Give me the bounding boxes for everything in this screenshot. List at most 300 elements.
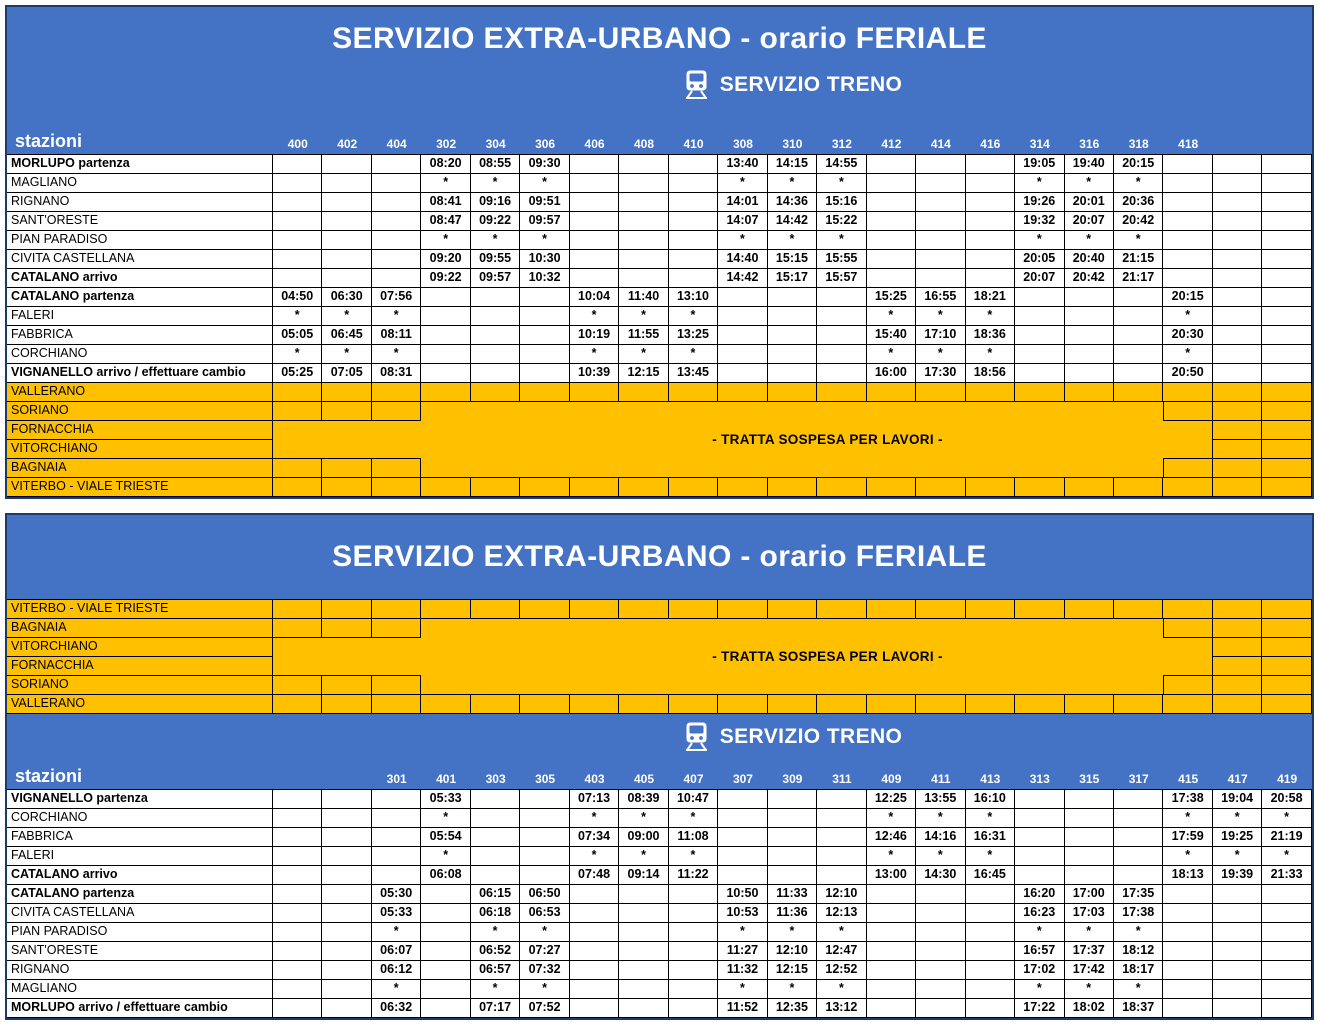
time-cell [1114, 326, 1163, 345]
time-cell: 18:36 [966, 326, 1015, 345]
empty-cell [1213, 478, 1262, 497]
time-cell [768, 345, 817, 364]
time-cell [322, 923, 371, 942]
time-cell [966, 231, 1015, 250]
time-cell [966, 212, 1015, 231]
time-cell: * [916, 307, 965, 326]
station-cell: SANT'ORESTE [7, 212, 273, 231]
empty-cell [520, 695, 569, 714]
time-cell: 08:11 [372, 326, 421, 345]
table-row [7, 326, 1312, 345]
train-number: 318 [1128, 137, 1149, 151]
empty-cell [768, 478, 817, 497]
time-cell: 12:15 [768, 961, 817, 980]
station-cell: VIGNANELLO arrivo / effettuare cambio [7, 364, 273, 383]
empty-cell [322, 402, 371, 421]
time-cell: 19:25 [1213, 828, 1262, 847]
time-cell: 14:42 [768, 212, 817, 231]
time-cell [1163, 174, 1212, 193]
time-cell: * [619, 345, 668, 364]
time-cell [372, 212, 421, 231]
time-cell: 04:50 [273, 288, 322, 307]
time-cell [1213, 269, 1262, 288]
station-cell: FALERI [7, 307, 273, 326]
time-cell: 10:39 [570, 364, 619, 383]
time-cell [471, 364, 520, 383]
time-cell [916, 885, 965, 904]
time-cell: 07:17 [471, 999, 520, 1018]
time-cell: 06:12 [372, 961, 421, 980]
time-cell [966, 269, 1015, 288]
time-cell [1163, 212, 1212, 231]
time-cell [273, 212, 322, 231]
time-cell [1015, 847, 1064, 866]
time-cell [520, 809, 569, 828]
time-cell [768, 326, 817, 345]
empty-cell [372, 478, 421, 497]
time-cell [273, 809, 322, 828]
empty-cell [1163, 383, 1212, 402]
time-cell: 17:42 [1065, 961, 1114, 980]
time-cell [768, 847, 817, 866]
time-cell [619, 193, 668, 212]
time-cell: 09:14 [619, 866, 668, 885]
empty-cell [1114, 600, 1163, 619]
time-cell: 07:27 [520, 942, 569, 961]
time-cell: 19:05 [1015, 155, 1064, 174]
time-cell [372, 231, 421, 250]
time-cell: 07:05 [322, 364, 371, 383]
time-cell [1114, 307, 1163, 326]
time-cell: * [421, 809, 470, 828]
time-cell [1163, 980, 1212, 999]
train-numbers-row [273, 772, 1312, 789]
empty-cell [1213, 619, 1262, 638]
time-cell [1065, 866, 1114, 885]
time-cell: 18:12 [1114, 942, 1163, 961]
time-cell [322, 174, 371, 193]
time-cell: 19:39 [1213, 866, 1262, 885]
time-cell: * [966, 307, 1015, 326]
time-cell [1262, 288, 1311, 307]
time-cell [817, 828, 866, 847]
time-cell: 05:05 [273, 326, 322, 345]
station-cell: RIGNANO [7, 193, 273, 212]
time-cell: * [372, 923, 421, 942]
train-number: 412 [881, 137, 902, 151]
time-cell: * [421, 231, 470, 250]
time-cell: 06:52 [471, 942, 520, 961]
time-cell [1163, 193, 1212, 212]
time-cell: 13:45 [669, 364, 718, 383]
time-cell: * [322, 307, 371, 326]
empty-cell [273, 459, 322, 478]
time-cell [916, 999, 965, 1018]
time-cell: 07:34 [570, 828, 619, 847]
time-cell [718, 307, 767, 326]
time-cell [817, 307, 866, 326]
time-cell: 14:36 [768, 193, 817, 212]
time-cell [471, 828, 520, 847]
time-cell: 20:42 [1065, 269, 1114, 288]
time-cell [966, 980, 1015, 999]
time-cell: * [1015, 231, 1064, 250]
time-cell [817, 809, 866, 828]
time-cell [669, 942, 718, 961]
time-cell [520, 866, 569, 885]
empty-cell [916, 383, 965, 402]
time-cell [570, 155, 619, 174]
time-cell: 17:38 [1163, 790, 1212, 809]
time-cell [520, 345, 569, 364]
time-cell [1262, 942, 1311, 961]
time-cell [570, 942, 619, 961]
time-cell [1015, 326, 1064, 345]
time-cell [916, 961, 965, 980]
service-label: SERVIZIO TRENO [719, 724, 903, 748]
time-cell: * [1163, 307, 1212, 326]
time-cell [669, 212, 718, 231]
time-cell [916, 193, 965, 212]
empty-cell [966, 478, 1015, 497]
time-cell [322, 269, 371, 288]
time-cell [322, 250, 371, 269]
time-cell [1262, 269, 1311, 288]
time-cell: 14:42 [718, 269, 767, 288]
columns-header-row [7, 131, 1312, 154]
time-cell [1114, 866, 1163, 885]
time-cell [966, 193, 1015, 212]
time-cell [1262, 307, 1311, 326]
timetable-top [5, 5, 1314, 499]
time-cell [1015, 809, 1064, 828]
time-cell [570, 999, 619, 1018]
time-cell [1114, 847, 1163, 866]
train-icon [683, 69, 710, 100]
time-cell [966, 250, 1015, 269]
time-cell [570, 904, 619, 923]
time-cell [1065, 828, 1114, 847]
time-cell: 20:01 [1065, 193, 1114, 212]
time-cell: 09:00 [619, 828, 668, 847]
time-cell [322, 942, 371, 961]
time-cell [867, 961, 916, 980]
empty-cell [1114, 383, 1163, 402]
time-cell: * [471, 231, 520, 250]
time-cell [322, 961, 371, 980]
time-cell: * [421, 847, 470, 866]
time-cell: 16:20 [1015, 885, 1064, 904]
time-cell: 16:00 [867, 364, 916, 383]
time-cell: 13:10 [669, 288, 718, 307]
time-cell [1262, 193, 1311, 212]
table-row [7, 961, 1312, 980]
time-cell: 14:07 [718, 212, 767, 231]
table-row [7, 478, 1312, 497]
time-cell [619, 174, 668, 193]
time-cell [768, 790, 817, 809]
time-cell: * [916, 847, 965, 866]
empty-cell [421, 600, 470, 619]
time-cell [421, 904, 470, 923]
time-cell [867, 904, 916, 923]
empty-cell [471, 600, 520, 619]
empty-cell [273, 619, 322, 638]
time-cell [916, 155, 965, 174]
empty-cell [619, 695, 668, 714]
empty-cell [1065, 478, 1114, 497]
time-cell: 15:25 [867, 288, 916, 307]
train-number: 307 [732, 772, 753, 786]
time-cell [619, 250, 668, 269]
time-cell: 05:33 [372, 904, 421, 923]
time-cell: * [1114, 174, 1163, 193]
station-cell: CORCHIANO [7, 809, 273, 828]
station-cell: RIGNANO [7, 961, 273, 980]
empty-cell [1213, 638, 1262, 657]
table-row [7, 695, 1312, 714]
time-cell [1262, 923, 1311, 942]
time-cell: 14:55 [817, 155, 866, 174]
empty-cell [718, 478, 767, 497]
time-cell [768, 364, 817, 383]
empty-cell [1213, 695, 1262, 714]
time-cell [322, 904, 371, 923]
train-number: 411 [931, 772, 951, 786]
time-cell: * [520, 231, 569, 250]
time-cell: 21:19 [1262, 828, 1311, 847]
time-cell [718, 326, 767, 345]
train-number: 403 [584, 772, 605, 786]
train-number: 408 [634, 137, 655, 151]
time-cell [867, 885, 916, 904]
merged-suspended-area [273, 421, 1213, 458]
empty-cell [718, 383, 767, 402]
time-cell [1065, 364, 1114, 383]
table-row [7, 999, 1312, 1018]
table-row [7, 155, 1312, 174]
time-cell [718, 847, 767, 866]
time-cell: 17:03 [1065, 904, 1114, 923]
time-cell: * [372, 307, 421, 326]
time-cell: 05:30 [372, 885, 421, 904]
table-row [7, 364, 1312, 383]
empty-cell [1213, 440, 1262, 459]
merged-suspended-area [273, 638, 1213, 675]
suspended-section [7, 600, 1312, 714]
empty-cell [768, 383, 817, 402]
empty-cell [273, 383, 322, 402]
time-cell [1015, 828, 1064, 847]
time-cell: 06:53 [520, 904, 569, 923]
time-cell [273, 866, 322, 885]
train-number: 308 [732, 137, 753, 151]
suspended-note: - TRATTA SOSPESA PER LAVORI - [712, 432, 943, 447]
table-header [7, 515, 1312, 600]
train-number: 315 [1079, 772, 1100, 786]
time-cell [718, 809, 767, 828]
empty-cell [1213, 421, 1262, 440]
empty-cell [372, 383, 421, 402]
time-cell [1163, 904, 1212, 923]
time-cell [1163, 231, 1212, 250]
empty-cell [916, 478, 965, 497]
time-cell [421, 364, 470, 383]
train-number: 317 [1128, 772, 1149, 786]
time-cell: * [520, 923, 569, 942]
time-cell [421, 980, 470, 999]
empty-cell [1262, 478, 1311, 497]
table-row [7, 193, 1312, 212]
time-cell: * [817, 231, 866, 250]
time-cell [421, 326, 470, 345]
time-cell: 09:57 [520, 212, 569, 231]
time-cell [1065, 326, 1114, 345]
time-cell [1163, 885, 1212, 904]
empty-cell [322, 619, 371, 638]
time-cell [1213, 923, 1262, 942]
time-cell [372, 193, 421, 212]
time-cell: 17:02 [1015, 961, 1064, 980]
time-cell: 13:55 [916, 790, 965, 809]
suspended-note: - TRATTA SOSPESA PER LAVORI - [712, 649, 943, 664]
time-cell [273, 885, 322, 904]
time-cell [273, 999, 322, 1018]
station-cell: CATALANO arrivo [7, 866, 273, 885]
train-number: 314 [1029, 137, 1050, 151]
time-cell [669, 885, 718, 904]
time-cell: * [619, 847, 668, 866]
train-number: 309 [782, 772, 803, 786]
time-cell: * [1163, 847, 1212, 866]
time-cell: 16:55 [916, 288, 965, 307]
empty-cell [1015, 478, 1064, 497]
table-row [7, 904, 1312, 923]
time-cell: 08:47 [421, 212, 470, 231]
empty-cell [273, 478, 322, 497]
time-cell [966, 155, 1015, 174]
time-cell: 11:36 [768, 904, 817, 923]
station-cell: VIGNANELLO partenza [7, 790, 273, 809]
table-row [7, 923, 1312, 942]
time-cell [768, 828, 817, 847]
time-cell [669, 250, 718, 269]
time-cell: 16:23 [1015, 904, 1064, 923]
time-cell [669, 999, 718, 1018]
time-cell [1213, 250, 1262, 269]
time-cell: 06:32 [372, 999, 421, 1018]
train-number: 400 [287, 137, 308, 151]
time-cell: 20:05 [1015, 250, 1064, 269]
time-cell [372, 809, 421, 828]
time-cell: 17:30 [916, 364, 965, 383]
time-cell [570, 250, 619, 269]
time-cell [322, 193, 371, 212]
time-cell [1262, 885, 1311, 904]
time-cell [1213, 174, 1262, 193]
time-cell: * [966, 847, 1015, 866]
train-number: 303 [485, 772, 506, 786]
time-cell [768, 288, 817, 307]
time-cell: * [817, 174, 866, 193]
time-cell [619, 155, 668, 174]
empty-cell [322, 676, 371, 695]
time-cell: 12:52 [817, 961, 866, 980]
station-cell: FABBRICA [7, 828, 273, 847]
time-cell [322, 885, 371, 904]
time-cell [322, 809, 371, 828]
empty-cell [372, 459, 421, 478]
time-cell: 20:07 [1015, 269, 1064, 288]
time-cell: 21:33 [1262, 866, 1311, 885]
table-row [7, 383, 1312, 402]
empty-cell [273, 676, 322, 695]
time-cell: * [1065, 923, 1114, 942]
time-cell [1015, 288, 1064, 307]
time-cell: 15:17 [768, 269, 817, 288]
time-cell: * [273, 345, 322, 364]
empty-cell [718, 695, 767, 714]
time-cell: 06:15 [471, 885, 520, 904]
time-cell [1163, 923, 1212, 942]
station-cell: SORIANO [7, 676, 273, 695]
time-cell: 09:55 [471, 250, 520, 269]
page-title: SERVIZIO EXTRA-URBANO - orario FERIALE [332, 540, 987, 573]
empty-cell [520, 383, 569, 402]
time-cell [1213, 364, 1262, 383]
table-row [7, 174, 1312, 193]
time-cell [619, 269, 668, 288]
empty-cell [1262, 383, 1311, 402]
time-cell [421, 307, 470, 326]
train-number: 410 [683, 137, 704, 151]
station-cell: PIAN PARADISO [7, 231, 273, 250]
station-cell: VALLERANO [7, 695, 273, 714]
empty-cell [1213, 676, 1262, 695]
time-cell: * [718, 980, 767, 999]
time-cell [1114, 345, 1163, 364]
time-cell [867, 999, 916, 1018]
station-cell: BAGNAIA [7, 619, 273, 638]
time-cell [1163, 269, 1212, 288]
empty-cell [322, 600, 371, 619]
time-cell: 14:15 [768, 155, 817, 174]
station-cell: VITORCHIANO [7, 638, 273, 657]
table-row [7, 828, 1312, 847]
time-cell [421, 345, 470, 364]
time-cell [1163, 155, 1212, 174]
time-cell: * [718, 923, 767, 942]
time-cell [322, 231, 371, 250]
time-cell: 05:33 [421, 790, 470, 809]
time-cell: 19:40 [1065, 155, 1114, 174]
time-cell [916, 212, 965, 231]
train-number: 418 [1178, 137, 1199, 151]
time-cell: 08:39 [619, 790, 668, 809]
station-cell: VALLERANO [7, 383, 273, 402]
empty-cell [471, 383, 520, 402]
time-cell: * [916, 809, 965, 828]
empty-cell [570, 695, 619, 714]
table-row [7, 885, 1312, 904]
time-cell [718, 345, 767, 364]
time-cell [966, 942, 1015, 961]
train-number: 419 [1277, 772, 1298, 786]
empty-cell [1163, 676, 1212, 695]
empty-cell [669, 478, 718, 497]
time-cell [817, 345, 866, 364]
time-cell [273, 790, 322, 809]
